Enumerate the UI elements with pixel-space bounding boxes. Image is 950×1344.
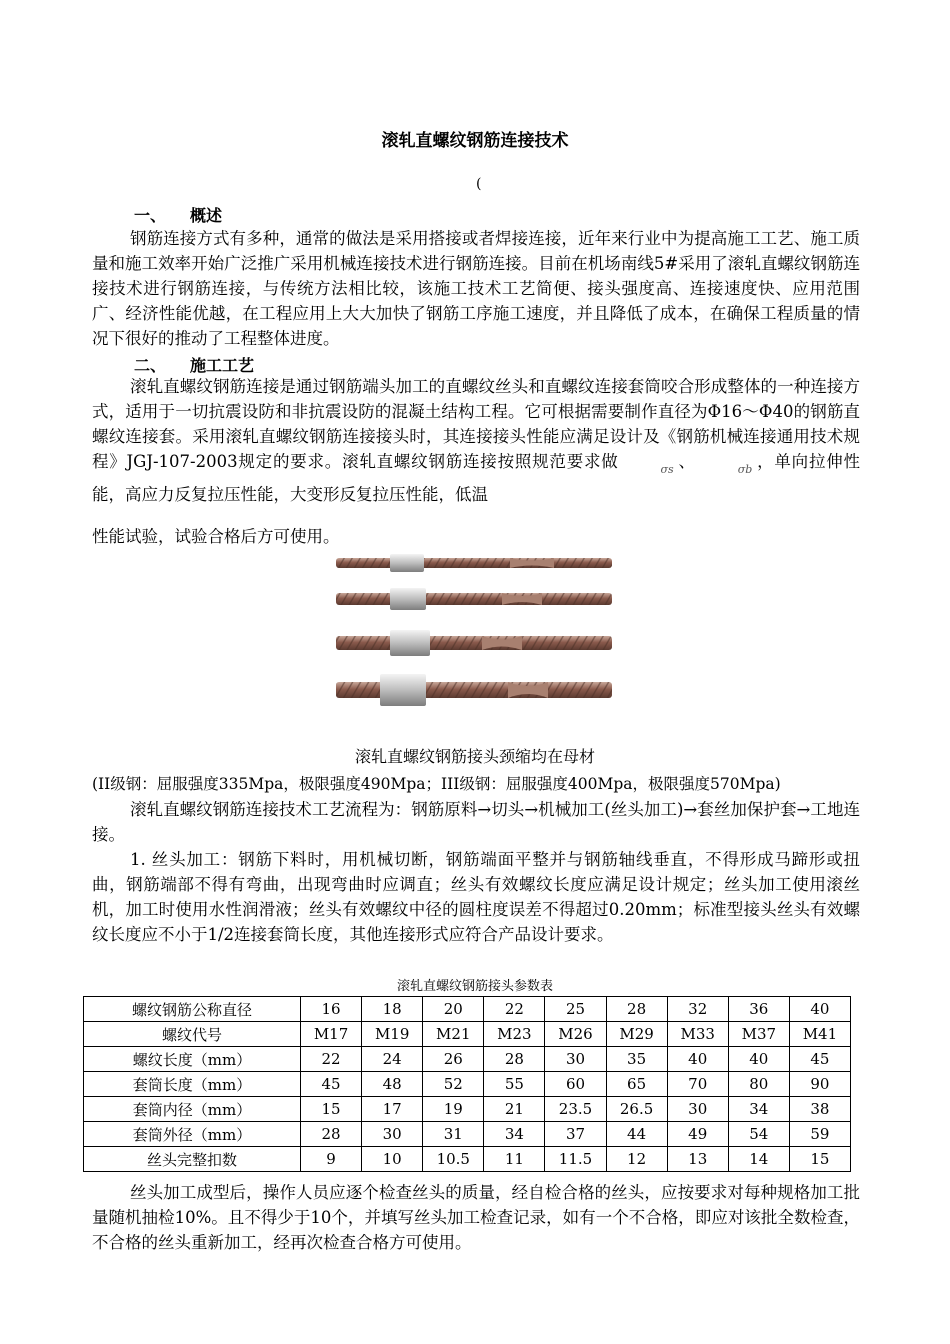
table-cell: M17	[301, 1022, 362, 1047]
table-cell: 55	[484, 1072, 545, 1097]
table-cell: 16	[301, 997, 362, 1022]
table-row	[84, 1147, 851, 1172]
row-header-cell: 螺纹钢筋公称直径	[84, 997, 301, 1022]
table-row	[84, 1022, 851, 1047]
table-cell: 30	[362, 1122, 423, 1147]
thread-processing-paragraph: 1. 丝头加工：钢筋下料时，用机械切断，钢筋端面平整并与钢筋轴线垂直，不得形成马蹄形或扭曲，钢筋端部不得有弯曲，出现弯曲时应调直；丝头有效螺纹长度应满足设计规定；丝头加工使用滚丝机，加工时使用水性润滑液；丝头有效螺纹中径的圆柱度误差不得超过0.20mm；标准型接头丝头有效螺纹长度应不小于1/2连接套筒长度，其他连接形式应符合产品设计要求。	[92, 850, 860, 944]
table-row	[84, 1122, 851, 1147]
table-cell: 30	[667, 1097, 728, 1122]
section-heading-overview	[134, 203, 222, 226]
process-paragraph	[92, 374, 860, 507]
inspection-paragraph: 丝头加工成型后，操作人员应逐个检查丝头的质量，经自检合格的丝头，应按要求对每种规格加工批量随机抽检10%。且不得少于10个，并填写丝头加工检查记录，如有一个不合格，即应对该批全数检查，不合格的丝头重新加工，经再次检查合格方可使用。	[92, 1183, 860, 1252]
table-cell: 26.5	[606, 1097, 667, 1122]
row-header-cell: 丝头完整扣数	[84, 1147, 301, 1172]
table-cell: 19	[423, 1097, 484, 1122]
parameter-table	[83, 996, 851, 1172]
process-text-tail: ，单向拉伸性能，高应力反复拉压性能，大变形反复拉压性能，低温	[92, 452, 861, 504]
table-cell: 40	[728, 1047, 789, 1072]
rebar-sample-2	[336, 588, 612, 610]
process-paragraph-end: 性能试验，试验合格后方可使用。	[92, 527, 340, 546]
table-row	[84, 997, 851, 1022]
rebar-coupler-photo	[332, 548, 618, 724]
table-cell: 20	[423, 997, 484, 1022]
table-cell: 36	[728, 997, 789, 1022]
table-cell: 65	[606, 1072, 667, 1097]
section-title: 概述	[190, 206, 223, 225]
row-header-cell: 套筒外径（mm）	[84, 1122, 301, 1147]
table-cell: 28	[606, 997, 667, 1022]
table-cell: 70	[667, 1072, 728, 1097]
table-cell: M41	[789, 1022, 850, 1047]
stray-parenthesis: (	[476, 176, 482, 192]
table-cell: 23.5	[545, 1097, 606, 1122]
table-cell: M37	[728, 1022, 789, 1047]
table-cell: M21	[423, 1022, 484, 1047]
section-heading-process	[134, 353, 254, 376]
table-cell: 60	[545, 1072, 606, 1097]
table-row	[84, 1097, 851, 1122]
sigma-s-symbol: σs	[660, 463, 674, 476]
steel-grade-note: (II级钢：屈服强度335Mpa，极限强度490Mpa；III级钢：屈服强度400Mpa，极限强度570Mpa)	[92, 775, 781, 793]
table-cell: 37	[545, 1122, 606, 1147]
section-number: 二、	[134, 356, 167, 375]
table-cell: 14	[728, 1147, 789, 1172]
table-cell: 28	[301, 1122, 362, 1147]
table-cell: 15	[301, 1097, 362, 1122]
table-cell: 45	[789, 1047, 850, 1072]
sigma-b-symbol: σb	[737, 463, 753, 476]
table-cell: 40	[667, 1047, 728, 1072]
table-cell: 17	[362, 1097, 423, 1122]
table-cell: 25	[545, 997, 606, 1022]
table-cell: 11	[484, 1147, 545, 1172]
table-row	[84, 1047, 851, 1072]
table-cell: M26	[545, 1022, 606, 1047]
table-cell: 26	[423, 1047, 484, 1072]
process-text: 滚轧直螺纹钢筋连接是通过钢筋端头加工的直螺纹丝头和直螺纹连接套筒咬合形成整体的一种连接方式，适用于一切抗震设防和非抗震设防的混凝土结构工程。它可根据需要制作直径为Φ16～Φ40的钢筋直螺纹连接套。采用滚轧直螺纹钢筋连接接头时，其连接接头性能应满足设计及《钢筋机械连接通用技术规程》JGJ-107-2003规定的要求。滚轧直螺纹钢筋连接按照规范要求做	[92, 377, 860, 471]
sigma-separator: 、	[677, 452, 696, 471]
table-cell: M19	[362, 1022, 423, 1047]
table-cell: 52	[423, 1072, 484, 1097]
table-cell: 10.5	[423, 1147, 484, 1172]
table-row	[84, 1072, 851, 1097]
rebar-sample-4	[336, 674, 612, 706]
table-cell: 30	[545, 1047, 606, 1072]
row-header-cell: 螺纹长度（mm）	[84, 1047, 301, 1072]
table-cell: 48	[362, 1072, 423, 1097]
table-cell: 12	[606, 1147, 667, 1172]
rebar-sample-1	[336, 554, 612, 572]
table-cell: 38	[789, 1097, 850, 1122]
table-cell: 22	[301, 1047, 362, 1072]
table-cell: 34	[728, 1097, 789, 1122]
workflow-paragraph: 滚轧直螺纹钢筋连接技术工艺流程为：钢筋原料→切头→机械加工(丝头加工)→套丝加保护套→工地连接。	[92, 800, 860, 844]
table-cell: 59	[789, 1122, 850, 1147]
table-cell: 80	[728, 1072, 789, 1097]
table-cell: 9	[301, 1147, 362, 1172]
table-cell: 24	[362, 1047, 423, 1072]
row-header-cell: 套筒内径（mm）	[84, 1097, 301, 1122]
row-header-cell: 套筒长度（mm）	[84, 1072, 301, 1097]
table-cell: 22	[484, 997, 545, 1022]
table-cell: 49	[667, 1122, 728, 1147]
table-caption: 滚轧直螺纹钢筋接头参数表	[396, 979, 553, 994]
table-cell: 31	[423, 1122, 484, 1147]
table-cell: 21	[484, 1097, 545, 1122]
photo-caption: 滚轧直螺纹钢筋接头颈缩均在母材	[354, 747, 595, 766]
table-cell: 54	[728, 1122, 789, 1147]
rebar-sample-3	[336, 630, 612, 656]
table-cell: M29	[606, 1022, 667, 1047]
table-cell: 90	[789, 1072, 850, 1097]
table-cell: 34	[484, 1122, 545, 1147]
table-cell: 28	[484, 1047, 545, 1072]
table-cell: 45	[301, 1072, 362, 1097]
table-cell: 11.5	[545, 1147, 606, 1172]
table-cell: 10	[362, 1147, 423, 1172]
row-header-cell: 螺纹代号	[84, 1022, 301, 1047]
section-number: 一、	[134, 206, 167, 225]
table-cell: M23	[484, 1022, 545, 1047]
table-cell: 44	[606, 1122, 667, 1147]
table-cell: 32	[667, 997, 728, 1022]
table-cell: 40	[789, 997, 850, 1022]
table-cell: 13	[667, 1147, 728, 1172]
table-cell: 18	[362, 997, 423, 1022]
table-cell: M33	[667, 1022, 728, 1047]
section-title: 施工工艺	[190, 356, 255, 375]
table-cell: 35	[606, 1047, 667, 1072]
document-title: 滚轧直螺纹钢筋连接技术	[381, 131, 569, 151]
overview-paragraph: 钢筋连接方式有多种，通常的做法是采用搭接或者焊接连接，近年来行业中为提高施工工艺、施工质量和施工效率开始广泛推广采用机械连接技术进行钢筋连接。目前在机场南线5#采用了滚轧直螺纹钢筋连接技术进行钢筋连接，与传统方法相比较，该施工技术工艺简便、接头强度高、连接速度快、应用范围广、经济性能优越，在工程应用上大大加快了钢筋工序施工速度，并且降低了成本，在确保工程质量的情况下很好的推动了工程整体进度。	[92, 229, 860, 348]
table-cell: 15	[789, 1147, 850, 1172]
